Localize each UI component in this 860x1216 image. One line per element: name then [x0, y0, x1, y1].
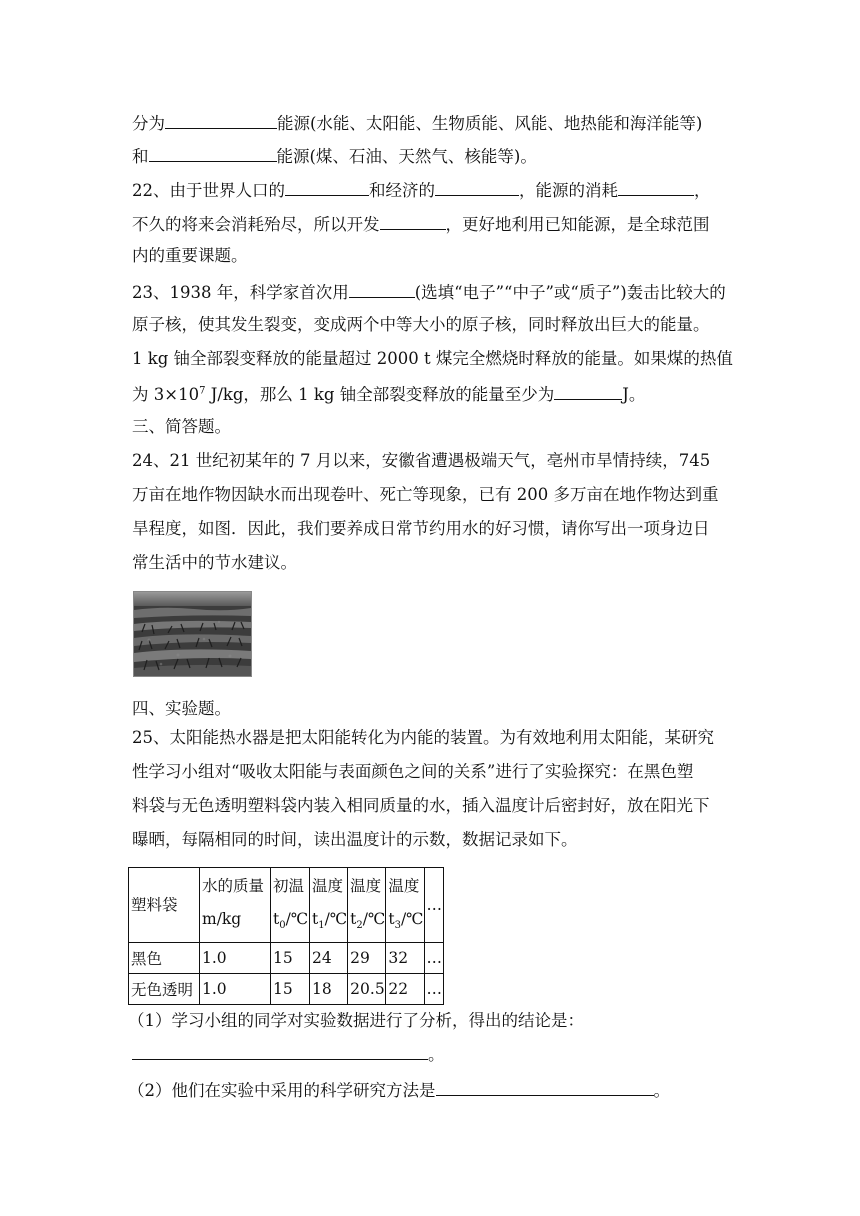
header-text: 水的质量	[202, 877, 265, 895]
answer-blank[interactable]	[380, 212, 446, 230]
header-var: t	[388, 910, 395, 928]
q23-line-2: 原子核，使其发生裂变，变成两个中等大小的原子核，同时释放出巨大的能量。	[132, 315, 710, 334]
header-unit: /℃	[324, 910, 348, 928]
table-cell: 黑色	[129, 943, 200, 974]
q25-sub-1-answer	[132, 1042, 445, 1064]
header-text: …	[426, 895, 443, 914]
data-table	[128, 867, 444, 1005]
superscript: 7	[199, 385, 206, 397]
text: ，更好地利用已知能源，是全球范围	[445, 215, 710, 234]
text: ，能源的消耗	[519, 181, 618, 200]
table-cell: 22	[386, 974, 424, 1005]
q25-sub-1: （1）学习小组的同学对实验数据进行了分析，得出的结论是：	[128, 1011, 584, 1030]
answer-blank[interactable]	[554, 382, 622, 400]
header-t0	[271, 868, 310, 943]
answer-blank[interactable]	[349, 280, 415, 298]
q25-line-3: 料袋与无色透明塑料袋内装入相同质量的水，插入温度计后密封好，放在阳光下	[132, 796, 710, 815]
q22-line-3: 内的重要课题。	[132, 246, 248, 265]
q24-line-4: 常生活中的节水建议。	[132, 553, 297, 572]
header-unit: m/kg	[202, 910, 242, 928]
text: ，	[694, 181, 711, 200]
text: （2）他们在实验中采用的科学研究方法是	[128, 1081, 436, 1100]
text: 能源(煤、石油、天然气、核能等)。	[276, 147, 537, 166]
header-text: 塑料袋	[131, 895, 178, 914]
header-var: t	[312, 910, 319, 928]
text: 和经济的	[369, 181, 435, 200]
table-cell: 无色透明	[129, 974, 200, 1005]
header-unit: /℃	[400, 910, 424, 928]
answer-blank[interactable]	[149, 144, 277, 162]
q21-line-2	[132, 144, 537, 166]
q25-line-2: 性学习小组对“吸收太阳能与表面颜色之间的关系”进行了实验探究：在黑色塑	[132, 762, 694, 781]
text: J。	[622, 385, 646, 404]
header-var: t	[350, 910, 357, 928]
q24-line-1: 24、21 世纪初某年的 7 月以来，安徽省遭遇极端天气，亳州市旱情持续，745	[132, 451, 711, 470]
header-t3	[386, 868, 424, 943]
q25-line-4: 曝晒，每隔相同的时间，读出温度计的示数，数据记录如下。	[132, 830, 578, 849]
table-cell: …	[424, 943, 443, 974]
q23-line-4	[132, 382, 645, 404]
text: 为 3×10	[132, 385, 200, 404]
header-text: 温度	[388, 877, 420, 895]
q21-line-1	[132, 111, 702, 133]
text: 分为	[132, 114, 165, 133]
header-text: 温度	[350, 877, 382, 895]
q24-line-2: 万亩在地作物因缺水而出现卷叶、死亡等现象，已有 200 多万亩在地作物达到重	[132, 485, 719, 504]
header-var: t	[273, 910, 280, 928]
q25-sub-2	[128, 1078, 670, 1100]
table-header-row	[129, 868, 444, 943]
header-text: 初温	[273, 877, 305, 895]
section-heading-3: 三、简答题。	[132, 417, 231, 436]
answer-blank[interactable]	[285, 178, 369, 196]
q25-line-1: 25、太阳能热水器是把太阳能转化为内能的装置。为有效地利用太阳能，某研究	[132, 728, 714, 747]
header-unit: /℃	[285, 910, 309, 928]
answer-blank[interactable]	[435, 178, 519, 196]
table-cell: 20.5	[348, 974, 386, 1005]
q23-line-1	[132, 280, 726, 302]
header-sub: 2	[356, 920, 363, 932]
table-cell: 29	[348, 943, 386, 974]
drought-field-photo	[133, 591, 252, 677]
text: 不久的将来会消耗殆尽，所以开发	[132, 215, 380, 234]
text: 。	[428, 1045, 445, 1064]
text: 能源(水能、太阳能、生物质能、风能、地热能和海洋能等)	[277, 114, 703, 133]
q22-line-1	[132, 178, 711, 200]
table-cell: 15	[271, 974, 310, 1005]
header-bag	[129, 868, 200, 943]
answer-blank[interactable]	[436, 1078, 654, 1096]
table-cell: …	[424, 974, 443, 1005]
text: 。	[653, 1081, 670, 1100]
text: 22、由于世界人口的	[132, 181, 285, 200]
header-sub: 0	[279, 920, 286, 932]
answer-blank[interactable]	[132, 1042, 428, 1060]
table-row	[129, 974, 444, 1005]
header-text: 温度	[312, 877, 344, 895]
header-unit: /℃	[362, 910, 386, 928]
header-mass	[200, 868, 271, 943]
text: 23、1938 年，科学家首次用	[132, 283, 349, 302]
table-cell: 32	[386, 943, 424, 974]
q24-line-3: 旱程度，如图．因此，我们要养成日常节约用水的好习惯，请你写出一项身边日	[132, 519, 710, 538]
q23-line-3: 1 kg 铀全部裂变释放的能量超过 2000 t 煤完全燃烧时释放的能量。如果煤的热值	[132, 349, 733, 368]
q22-line-2	[132, 212, 710, 234]
text: (选填“电子”“中子”或“质子”)轰击比较大的	[414, 283, 726, 302]
text: 和	[132, 147, 149, 166]
text: J/kg，那么 1 kg 铀全部裂变释放的能量至少为	[205, 385, 555, 404]
header-sub: 1	[318, 920, 325, 932]
header-sub: 3	[394, 920, 401, 932]
table-cell: 24	[310, 943, 348, 974]
table-row	[129, 943, 444, 974]
header-more	[424, 868, 443, 943]
header-t2	[348, 868, 386, 943]
section-heading-4: 四、实验题。	[132, 699, 231, 718]
table-cell: 1.0	[200, 974, 271, 1005]
answer-blank[interactable]	[165, 111, 277, 129]
answer-blank[interactable]	[618, 178, 694, 196]
header-t1	[310, 868, 348, 943]
table-cell: 15	[271, 943, 310, 974]
table-cell: 1.0	[200, 943, 271, 974]
table-cell: 18	[310, 974, 348, 1005]
